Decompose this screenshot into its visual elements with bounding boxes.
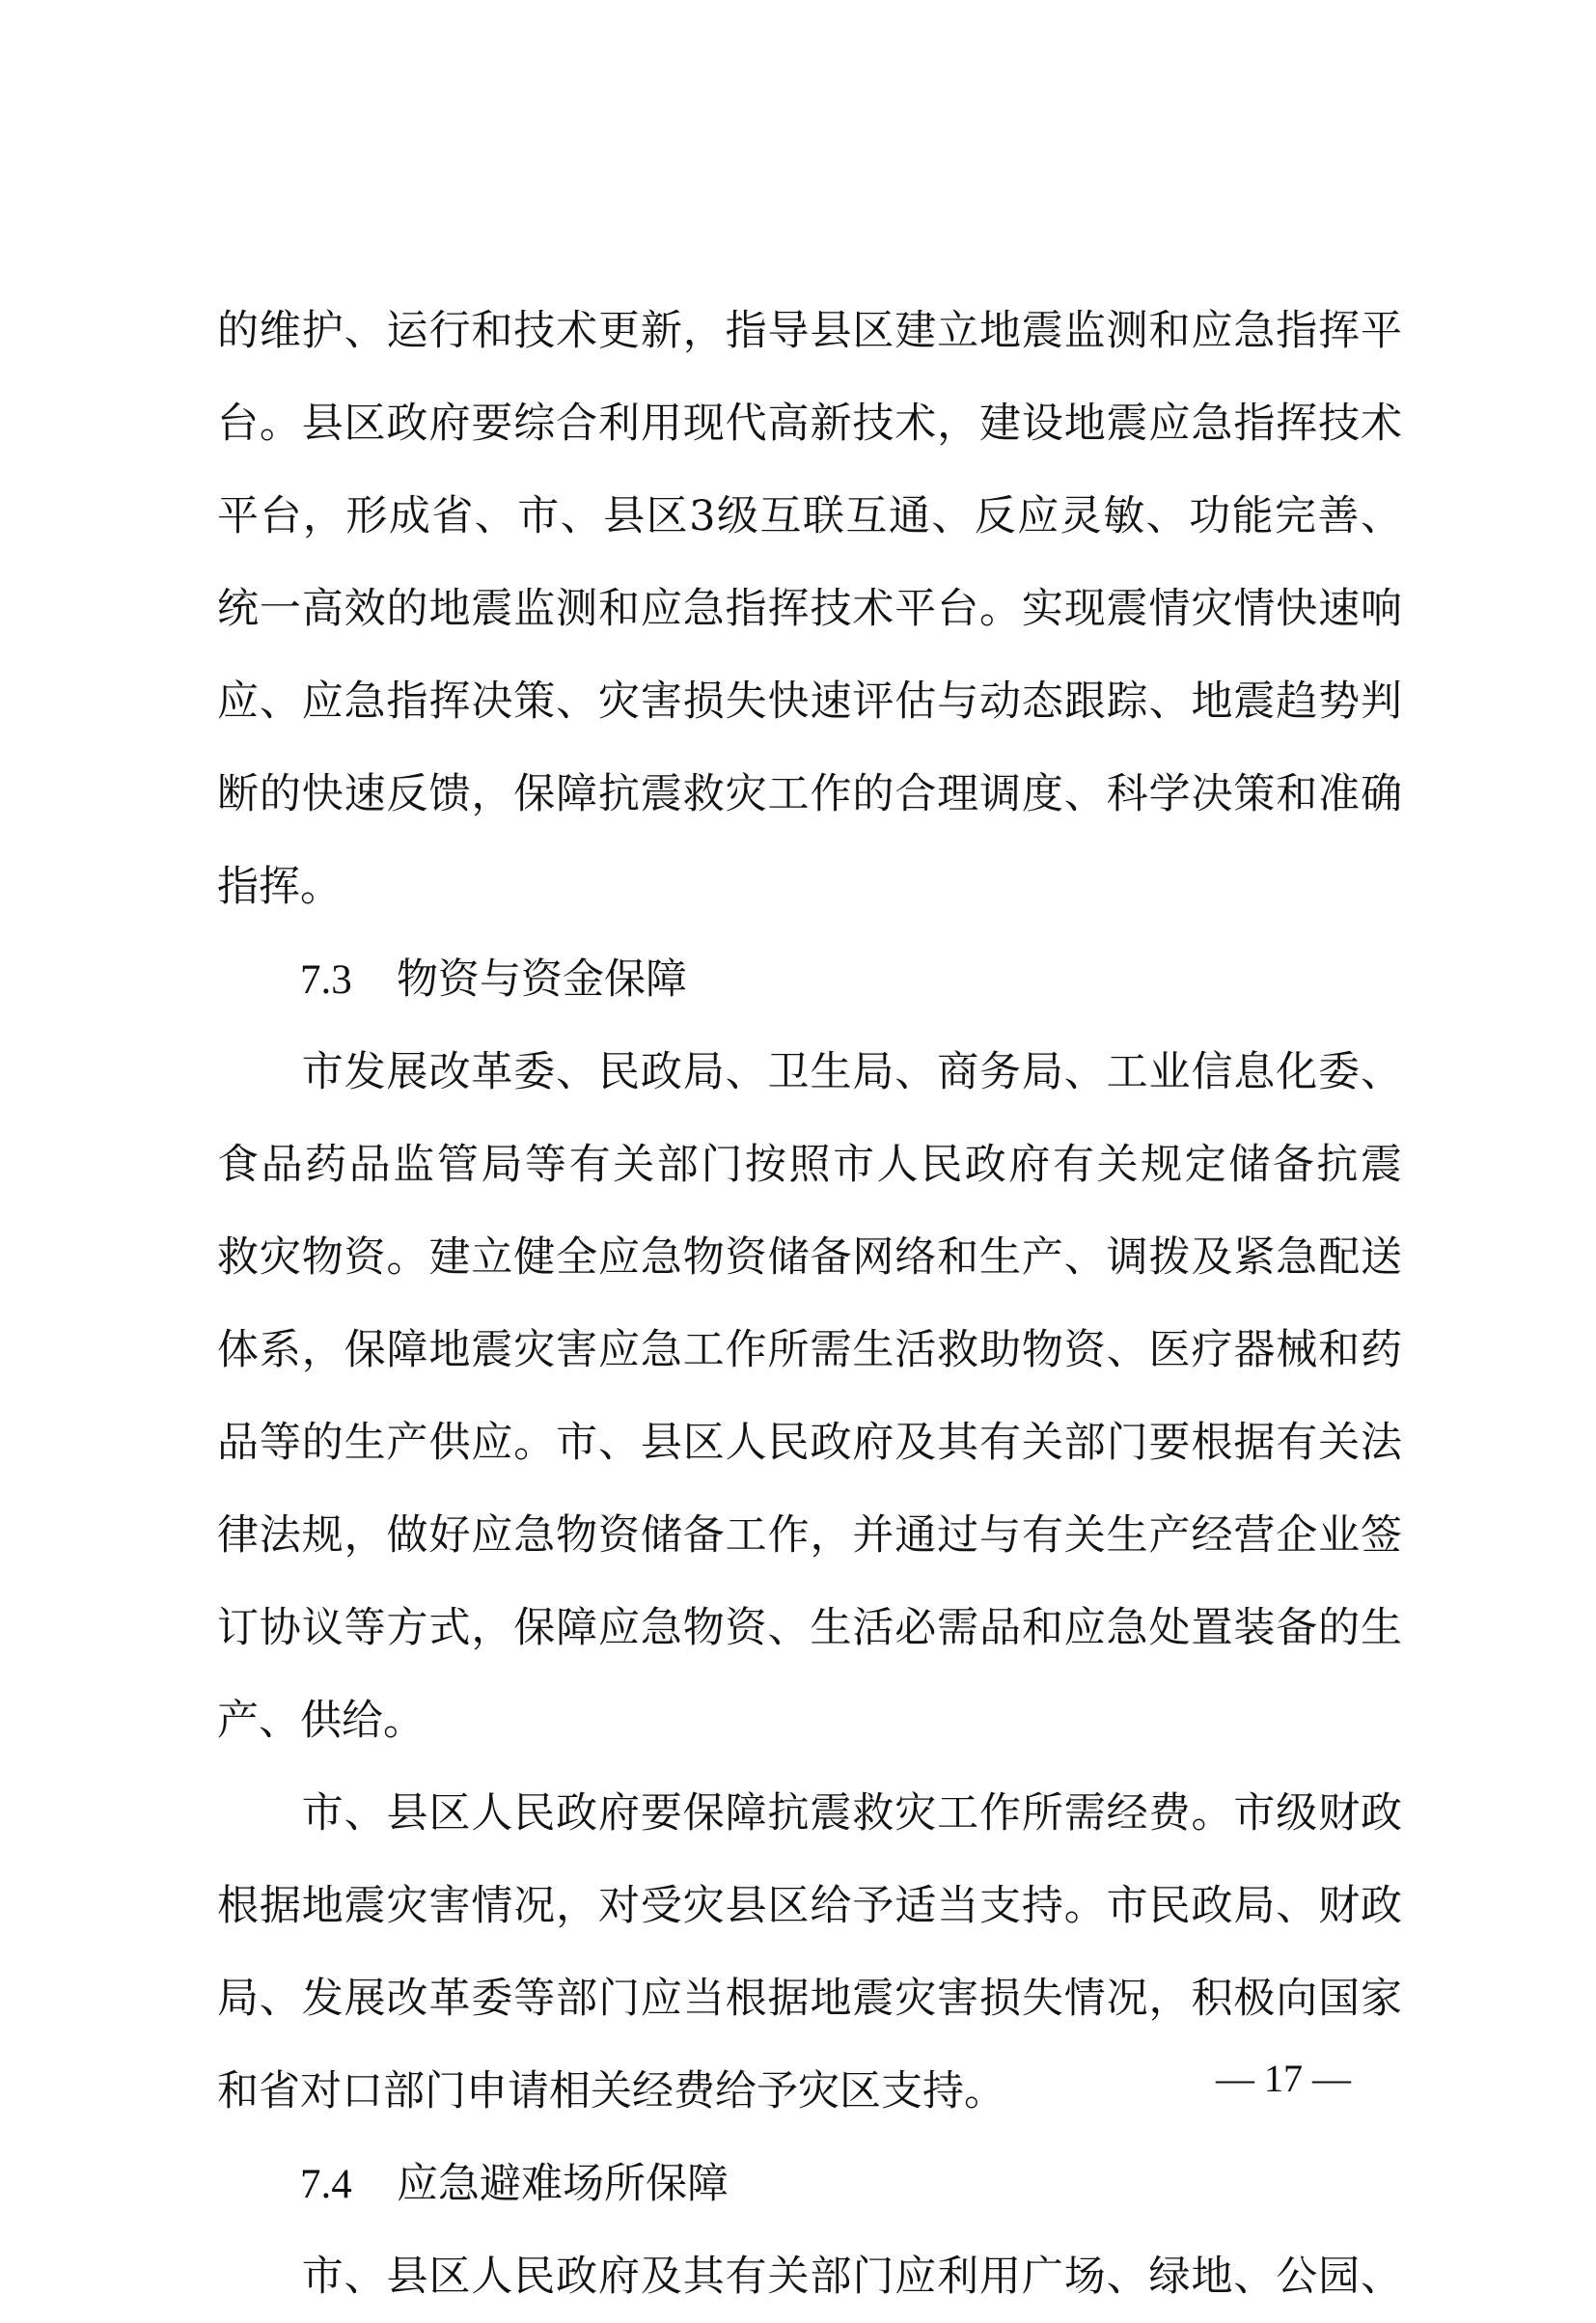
page-number: — 17 — — [1216, 2057, 1351, 2100]
body-line: 应、应急指挥决策、灾害损失快速评估与动态跟踪、地震趋势判 — [217, 678, 1402, 726]
section-number: 7.3 — [300, 957, 352, 1003]
document-body — [217, 285, 1402, 2323]
body-line: 市、县区人民政府及其有关部门应利用广场、绿地、公园、 — [217, 2253, 1402, 2301]
body-line: 平台，形成省、市、县区3级互联互通、反应灵敏、功能完善、 — [217, 492, 1402, 540]
section-title: 应急避难场所保障 — [397, 2160, 729, 2208]
body-line: 品等的生产供应。市、县区人民政府及其有关部门要根据有关法 — [217, 1419, 1402, 1467]
body-line: 根据地震灾害情况，对受灾县区给予适当支持。市民政局、财政 — [217, 1882, 1402, 1930]
body-line: 断的快速反馈，保障抗震救灾工作的合理调度、科学决策和准确 — [217, 770, 1402, 818]
body-line: 统一高效的地震监测和应急指挥技术平台。实现震情灾情快速响 — [217, 585, 1402, 633]
body-line: 市发展改革委、民政局、卫生局、商务局、工业信息化委、 — [217, 1048, 1402, 1096]
body-line: 救灾物资。建立健全应急物资储备网络和生产、调拨及紧急配送 — [217, 1233, 1402, 1282]
section-heading-7-4 — [217, 2138, 1402, 2230]
body-line: 体系，保障地震灾害应急工作所需生活救助物资、医疗器械和药 — [217, 1326, 1402, 1374]
body-line: 局、发展改革委等部门应当根据地震灾害损失情况，积极向国家 — [217, 1975, 1402, 2023]
section-heading-7-3 — [217, 933, 1402, 1026]
section-number: 7.4 — [300, 2162, 352, 2207]
body-line: 台。县区政府要综合利用现代高新技术，建设地震应急指挥技术 — [217, 400, 1402, 448]
body-line: 订协议等方式，保障应急物资、生活必需品和应急处置装备的生 — [217, 1604, 1402, 1652]
section-title: 物资与资金保障 — [397, 955, 687, 1004]
body-line: 指挥。 — [217, 863, 342, 911]
body-line: 产、供给。 — [217, 1697, 425, 1745]
body-line: 食品药品监管局等有关部门按照市人民政府有关规定储备抗震 — [217, 1141, 1402, 1189]
body-line: 和省对口部门申请相关经费给予灾区支持。 — [217, 2067, 1005, 2116]
body-line: 的维护、运行和技术更新，指导县区建立地震监测和应急指挥平 — [217, 307, 1402, 355]
body-line: 市、县区人民政府要保障抗震救灾工作所需经费。市级财政 — [217, 1789, 1402, 1838]
body-line: 律法规，做好应急物资储备工作，并通过与有关生产经营企业签 — [217, 1511, 1402, 1560]
